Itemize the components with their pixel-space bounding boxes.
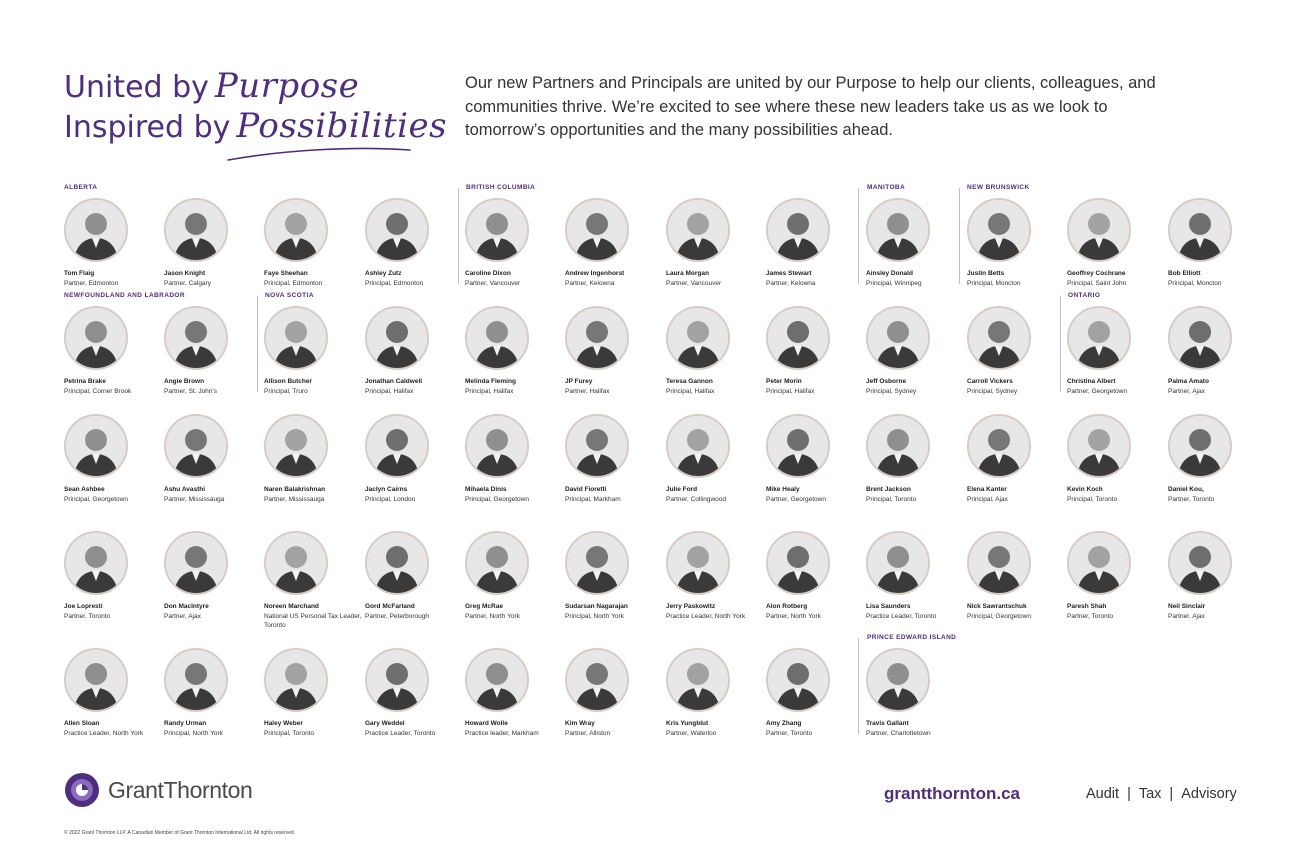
services-list [1086,786,1237,802]
person-role: Partner, Waterloo [666,730,717,737]
person-silhouette-icon [166,650,226,710]
person-photo [365,306,429,370]
person-role: Principal, North York [164,730,223,737]
person-role: Principal, Moncton [1168,280,1222,287]
person-name: Justin Betts [967,270,1005,277]
person-name: Daniel Kou, [1168,486,1204,493]
person-photo [766,414,830,478]
person-photo [64,198,128,262]
person-photo [1168,198,1232,262]
person-name: Jerry Paskowitz [666,603,716,610]
person-name: Mike Healy [766,486,800,493]
person-photo [1067,414,1131,478]
person-name: Allison Butcher [264,378,313,385]
person-name: Jonathan Caldwell [365,378,423,385]
person-name: Joe Lopresti [64,603,103,610]
person-role: Principal, Ajax [967,496,1008,503]
headline [64,66,448,146]
person-silhouette-icon [1170,533,1230,593]
person-silhouette-icon [66,416,126,476]
person-name: Laura Morgan [666,270,709,277]
website-link[interactable]: grantthornton.ca [884,784,1020,803]
person-photo [565,198,629,262]
person-role: Principal, Edmonton [365,280,424,287]
service-separator: | [1127,786,1131,802]
person-role: Principal, Winnipeg [866,280,922,287]
person-silhouette-icon [567,650,627,710]
person-silhouette-icon [467,200,527,260]
person-silhouette-icon [969,416,1029,476]
person-role: Practice Leader, North York [666,613,746,620]
person-name: Howard Wolle [465,720,508,727]
person-silhouette-icon [768,200,828,260]
person-name: Geoffrey Cochrane [1067,270,1126,277]
person-role: Principal, Halifax [465,388,514,395]
person-role: Partner, Toronto [1067,613,1114,620]
person-name: Noreen Marchand [264,603,319,610]
person-photo [866,648,930,712]
person-role: Principal, Toronto [1067,496,1118,503]
person-name: Jaclyn Cairns [365,486,408,493]
person-name: Ashu Avasthi [164,486,206,493]
person-name: Don MacIntyre [164,603,209,610]
person-role: Principal, Sydney [967,388,1018,395]
person-name: Jason Knight [164,270,206,277]
person-name: Gary Weddel [365,720,405,727]
person-name: Jeff Osborne [866,378,907,385]
person-silhouette-icon [166,200,226,260]
person-photo [1168,414,1232,478]
region-label-british-columbia: BRITISH COLUMBIA [466,184,536,191]
person-role: Principal, Georgetown [64,496,128,503]
headline-swash [224,144,414,164]
person-silhouette-icon [868,416,928,476]
person-silhouette-icon [668,650,728,710]
person-silhouette-icon [1170,416,1230,476]
person-role: Principal, Corner Brook [64,388,132,395]
person-role: Practice Leader, North York [64,730,144,737]
person-silhouette-icon [668,416,728,476]
person-name: Bob Elliott [1168,270,1201,277]
person-photo [465,306,529,370]
person-silhouette-icon [868,200,928,260]
person-role: Partner, North York [465,613,520,620]
person-role: Partner, Ajax [164,613,201,620]
person-name: Ashley Zutz [365,270,402,277]
person-photo [164,306,228,370]
person-name: JP Furey [565,378,593,385]
person-photo [866,198,930,262]
person-role: Partner, Ajax [1168,388,1205,395]
region-divider [257,296,258,392]
person-silhouette-icon [367,650,427,710]
person-role: Partner, Vancouver [666,280,722,287]
region-label-alberta: ALBERTA [64,184,98,191]
person-photo [766,198,830,262]
region-divider [858,638,859,734]
person-silhouette-icon [567,416,627,476]
person-silhouette-icon [266,533,326,593]
person-name: Palma Amato [1168,378,1209,385]
person-role: Partner, North York [766,613,821,620]
person-role: Principal, North York [565,613,624,620]
person-role: Partner, Vancouver [465,280,521,287]
person-name: Julie Ford [666,486,698,493]
person-name: Sean Ashbee [64,486,105,493]
person-name: Sudarsan Nagarajan [565,603,628,610]
person-silhouette-icon [467,533,527,593]
person-role: Partner, Toronto [64,613,111,620]
person-name: Lisa Saunders [866,603,911,610]
person-name: Haley Weber [264,720,303,727]
person-photo [1067,531,1131,595]
person-name: Faye Sheehan [264,270,308,277]
person-role: Partner, Mississauga [164,496,225,503]
person-role: Principal, Halifax [666,388,715,395]
region-label-ontario: ONTARIO [1068,292,1101,299]
person-photo [1168,306,1232,370]
person-photo [866,531,930,595]
person-silhouette-icon [66,650,126,710]
person-photo [565,531,629,595]
person-photo [967,414,1031,478]
person-name: Nick Sawrantschuk [967,603,1027,610]
person-role: Partner, Kelowna [565,280,615,287]
person-name: Teresa Gannon [666,378,713,385]
person-role: Principal, Edmonton [264,280,323,287]
person-role: Partner, Edmonton [64,280,119,287]
person-silhouette-icon [166,533,226,593]
person-photo [766,306,830,370]
person-photo [264,531,328,595]
person-silhouette-icon [266,650,326,710]
person-photo [64,414,128,478]
person-role: Partner, St. John's [164,388,217,395]
service-separator: | [1169,786,1174,802]
person-silhouette-icon [1069,308,1129,368]
headline-line2-script: Possibilities [236,106,448,146]
person-name: Travis Gallant [866,720,909,727]
person-name: Alon Rotberg [766,603,808,610]
person-photo [465,198,529,262]
region-label-new-brunswick: NEW BRUNSWICK [967,184,1030,191]
headline-line-1 [64,66,444,106]
person-name: David Fioretti [565,486,607,493]
person-photo [666,531,730,595]
person-photo [64,306,128,370]
person-photo [666,306,730,370]
person-role: Partner, Halifax [565,388,610,395]
person-photo [164,414,228,478]
person-role: Practice leader, Markham [465,730,539,737]
person-role: Partner, Peterborough [365,613,429,620]
person-role: Partner, Toronto [1168,496,1215,503]
person-silhouette-icon [166,308,226,368]
person-name: Christina Albert [1067,378,1116,385]
person-name: Randy Urman [164,720,207,727]
service-advisory: Advisory [1181,786,1237,802]
person-silhouette-icon [467,650,527,710]
person-photo [666,198,730,262]
person-photo [766,648,830,712]
person-silhouette-icon [467,308,527,368]
person-name: Melinda Fleming [465,378,516,385]
person-silhouette-icon [868,308,928,368]
person-photo [264,198,328,262]
person-role: Principal, Halifax [365,388,414,395]
person-photo [967,198,1031,262]
region-divider [1060,296,1061,392]
person-name: James Stewart [766,270,812,277]
person-role: Practice Leader, Toronto [866,613,937,620]
person-photo [465,531,529,595]
grant-thornton-logo-mark-icon [64,772,100,808]
person-photo [64,648,128,712]
person-silhouette-icon [266,308,326,368]
person-role: Practice Leader, Toronto [365,730,436,737]
person-name: Kris Yungblut [666,720,709,727]
person-silhouette-icon [266,416,326,476]
person-name: Neil Sinclair [1168,603,1206,610]
region-label-pei: PRINCE EDWARD ISLAND [867,634,957,641]
brand-name: GrantThornton [108,776,253,803]
person-photo [365,531,429,595]
person-role: Partner, Ajax [1168,613,1205,620]
person-silhouette-icon [868,533,928,593]
person-name: Caroline Dixon [465,270,511,277]
person-role: Principal, Toronto [866,496,917,503]
person-photo [365,648,429,712]
person-photo [1067,306,1131,370]
person-name: Allen Sloan [64,720,100,727]
person-name: Petrina Brake [64,378,106,385]
person-silhouette-icon [768,416,828,476]
person-role: Partner, Kelowna [766,280,816,287]
person-silhouette-icon [1170,200,1230,260]
region-divider [959,188,960,284]
person-name: Mihaela Dinis [465,486,507,493]
person-role: Principal, Toronto [264,730,315,737]
person-photo [766,531,830,595]
person-photo [465,414,529,478]
person-name: Elena Kanter [967,486,1007,493]
region-label-manitoba: MANITOBA [867,184,906,191]
person-photo [565,414,629,478]
person-photo [565,306,629,370]
person-silhouette-icon [66,200,126,260]
person-role: Partner, Charlottetown [866,730,931,737]
person-silhouette-icon [868,650,928,710]
person-silhouette-icon [367,533,427,593]
person-name: Naren Balakrishnan [264,486,326,493]
person-silhouette-icon [66,533,126,593]
region-label-nova-scotia: NOVA SCOTIA [265,292,314,299]
person-name: Andrew Ingenhorst [565,270,625,277]
person-role: Partner, Georgetown [766,496,826,503]
intro-paragraph: Our new Partners and Principals are united by our Purpose to help our clients, colleagues, and communities thrive. We’re excited to see where these new leaders take us as we look to tomorrow’s opportunities and the many possibilities ahead. [465,74,1156,139]
person-role: Principal, Halifax [766,388,815,395]
person-name: Kim Wray [565,720,595,727]
headline-line-2 [64,106,448,146]
person-role: Partner, Mississauga [264,496,325,503]
person-name: Carroll Vickers [967,378,1013,385]
person-silhouette-icon [266,200,326,260]
person-silhouette-icon [567,533,627,593]
person-photo [164,531,228,595]
person-role: Partner, Alliston [565,730,611,737]
region-divider [458,188,459,284]
person-photo [365,198,429,262]
person-silhouette-icon [467,416,527,476]
person-photo [967,531,1031,595]
person-role: Partner, Georgetown [1067,388,1127,395]
person-silhouette-icon [1069,200,1129,260]
person-role: Principal, Sydney [866,388,917,395]
person-silhouette-icon [367,200,427,260]
service-audit: Audit [1086,786,1120,802]
person-silhouette-icon [969,200,1029,260]
person-photo [1168,531,1232,595]
person-role: Partner, Toronto [766,730,813,737]
person-silhouette-icon [668,200,728,260]
person-photo [64,531,128,595]
person-silhouette-icon [166,416,226,476]
person-role: Principal, Moncton [967,280,1021,287]
person-role: Principal, Markham [565,496,621,503]
person-role: Principal, Truro [264,388,308,395]
person-silhouette-icon [768,308,828,368]
person-silhouette-icon [668,533,728,593]
grant-thornton-logo[interactable] [64,772,252,808]
copyright-notice: © 2022 Grant Thornton LLP. A Canadian Member of Grant Thornton International Ltd. All rights reserved. [64,830,296,836]
person-role: Principal, Georgetown [465,496,529,503]
person-photo [565,648,629,712]
person-photo [264,306,328,370]
region-divider [858,188,859,284]
person-photo [967,306,1031,370]
person-silhouette-icon [66,308,126,368]
person-photo [365,414,429,478]
headline-line1-script: Purpose [214,66,360,106]
person-silhouette-icon [567,308,627,368]
person-name: Paresh Shah [1067,603,1107,610]
person-role: National US Personal Tax Leader, Toronto [264,613,362,629]
person-name: Ainsley Donald [866,270,913,277]
person-silhouette-icon [969,308,1029,368]
region-label-newfoundland: NEWFOUNDLAND AND LABRADOR [64,292,185,299]
person-silhouette-icon [969,533,1029,593]
person-photo [164,648,228,712]
person-silhouette-icon [367,308,427,368]
person-silhouette-icon [1170,308,1230,368]
headline-line2-plain: Inspired by [64,110,231,145]
person-photo [666,648,730,712]
person-name: Greg McRae [465,603,503,610]
person-name: Angie Brown [164,378,205,385]
person-name: Gord McFarland [365,603,415,610]
person-name: Kevin Koch [1067,486,1103,493]
person-silhouette-icon [768,533,828,593]
person-name: Brent Jackson [866,486,911,493]
person-photo [1067,198,1131,262]
person-name: Peter Morin [766,378,802,385]
person-role: Principal, Georgetown [967,613,1031,620]
person-silhouette-icon [768,650,828,710]
person-role: Principal, London [365,496,416,503]
headline-line1-plain: United by [64,70,209,105]
person-photo [465,648,529,712]
person-silhouette-icon [668,308,728,368]
person-silhouette-icon [567,200,627,260]
person-photo [264,648,328,712]
service-tax: Tax [1138,786,1162,802]
person-photo [866,414,930,478]
person-name: Tom Flaig [64,270,95,277]
person-role: Partner, Calgary [164,280,211,287]
person-silhouette-icon [1069,416,1129,476]
person-role: Partner, Collingwood [666,496,726,503]
person-photo [164,198,228,262]
person-photo [264,414,328,478]
person-photo [666,414,730,478]
person-silhouette-icon [1069,533,1129,593]
person-name: Amy Zhang [766,720,802,727]
person-role: Principal, Saint John [1067,280,1127,287]
person-photo [866,306,930,370]
person-silhouette-icon [367,416,427,476]
